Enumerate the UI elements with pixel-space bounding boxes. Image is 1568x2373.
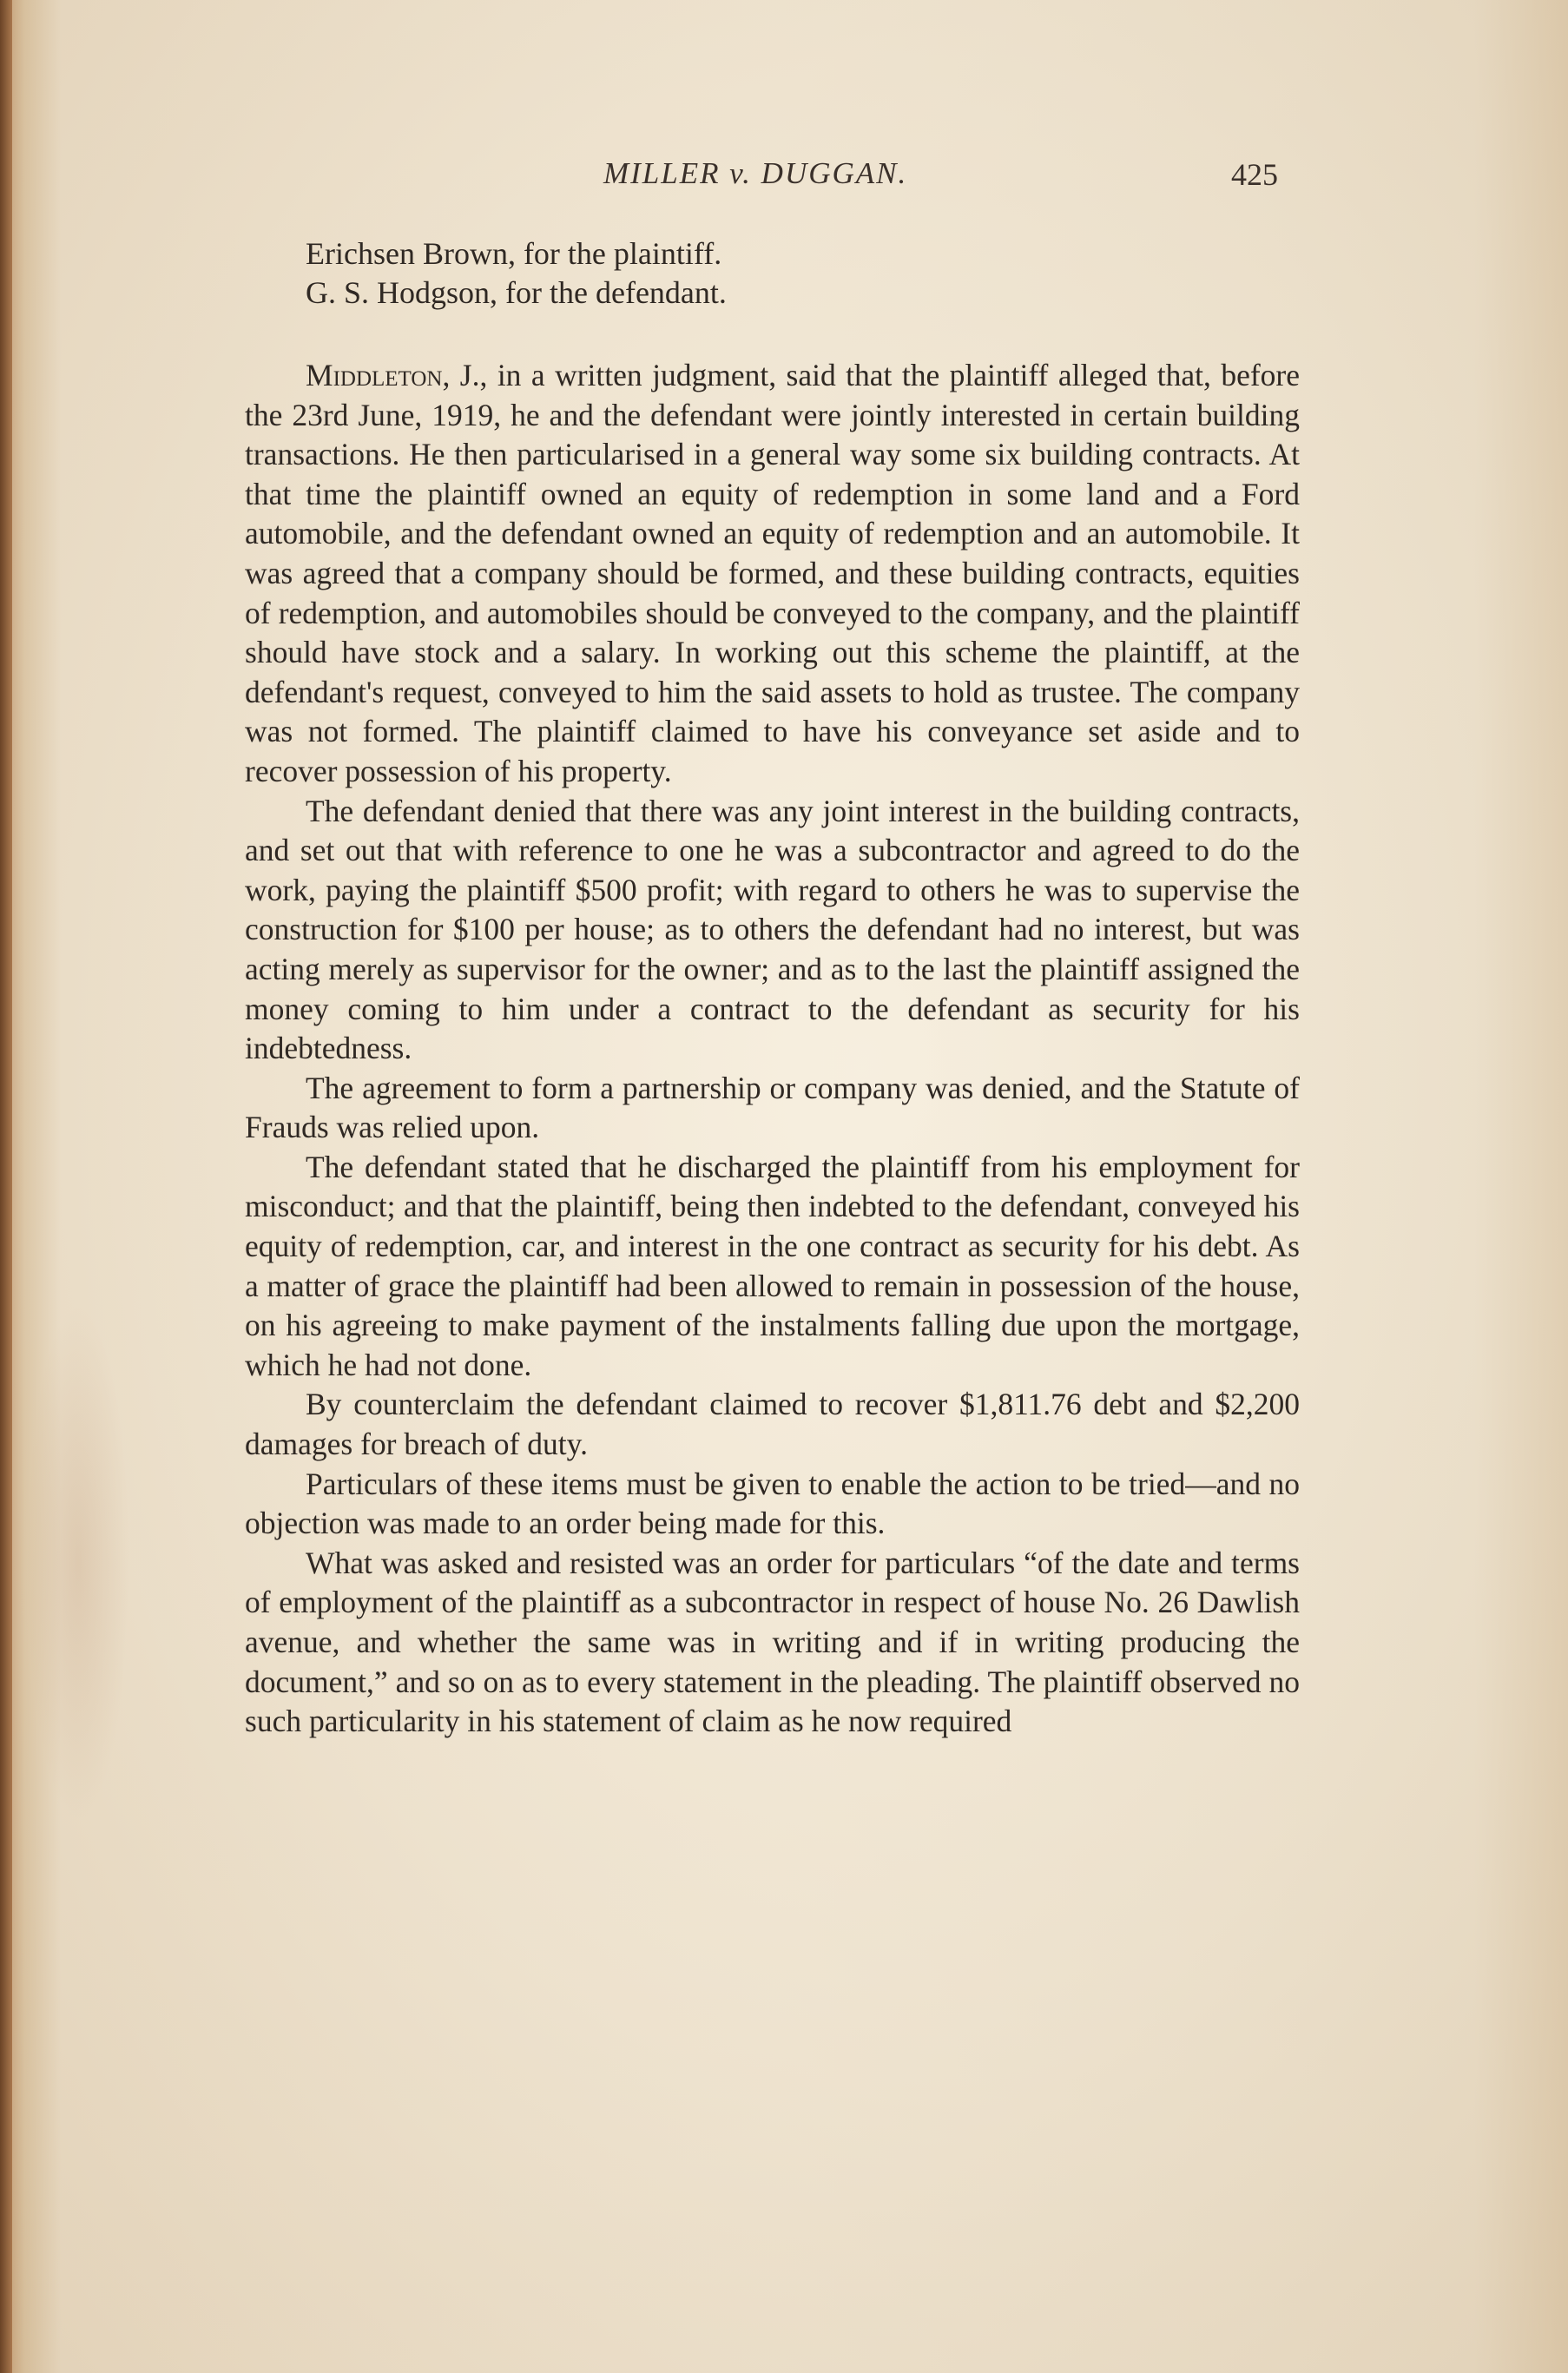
counsel-defendant: G. S. Hodgson, for the defendant. [306,275,727,310]
judgment-paragraph-4: The defendant stated that he discharged the plaintiff from his employment for misconduct; and that the plaintiff, being then indebted to the defendant, conveyed his equity of redemption, car, and interest in the one contract as security for his debt. As a matter of grace the plaintiff had been allowed to remain in possession of the house, on his agreeing to make payment of the instalments falling due upon the mortgage, which he had not done. [245,1149,1300,1382]
judgment-paragraph-1 [245,356,1300,792]
page-spine-edge [0,0,12,2373]
judgment-paragraph-7: What was asked and resisted was an order for particulars “of the date and terms of employment of the plaintiff as a subcontractor in respect of house No. 26 Dawlish avenue, and whether the same was in writing and if in writing producing the document,” and so on as to every statement in the pleading. The plaintiff observed no such particularity in his statement of claim as he now required [245,1545,1300,1739]
judge-name: Middleton [306,358,443,392]
judgment-paragraph-6: Particulars of these items must be given to enable the action to be tried—and no objection was made to an order being made for this. [245,1466,1300,1541]
judgment-paragraph-5: By counterclaim the defendant claimed to recover $1,811.76 debt and $2,200 damages for breach of duty. [245,1387,1300,1462]
judgment-paragraph-3: The agreement to form a partnership or company was denied, and the Statute of Frauds was relied upon. [245,1070,1300,1145]
judgment-paragraph-2: The defendant denied that there was any joint interest in the building contracts, and set out that with reference to one he was a subcontractor and agreed to do the work, paying the plaintiff $500 profit; with regard to others he was to supervise the construction for $100 per house; as to others the defendant had no interest, but was acting merely as supervisor for the owner; and as to the last the plaintiff assigned the money coming to him under a contract to the defendant as security for his indebtedness. [245,793,1300,1066]
judgment-text [245,356,1300,1742]
paragraph-1-text: , J., in a written judgment, said that the plaintiff alleged that, before the 23rd June, 1919, he and the defendant were jointly interested in certain building transactions. He then particularised in a general way some six building contracts. At that time the plaintiff owned an equity of redemption in some land and a Ford automobile, and the defendant owned an equity of redemption and an automobile. It was agreed that a company should be formed, and these building contracts, equities of redemption, and automobiles should be conveyed to the company, and the plaintiff should have stock and a salary. In working out this scheme the plaintiff, at the defendant's request, conveyed to him the said assets to hold as trustee. The company was not formed. The plaintiff claimed to have his conveyance set aside and to recover possession of his property. [245,358,1300,788]
page-number: 425 [1231,157,1278,192]
page-header [0,156,1568,200]
counsel-plaintiff: Erichsen Brown, for the plaintiff. [306,236,722,271]
paper-stain [26,1302,130,1823]
counsel-list [306,234,727,313]
running-head: MILLER v. DUGGAN. [603,156,908,190]
